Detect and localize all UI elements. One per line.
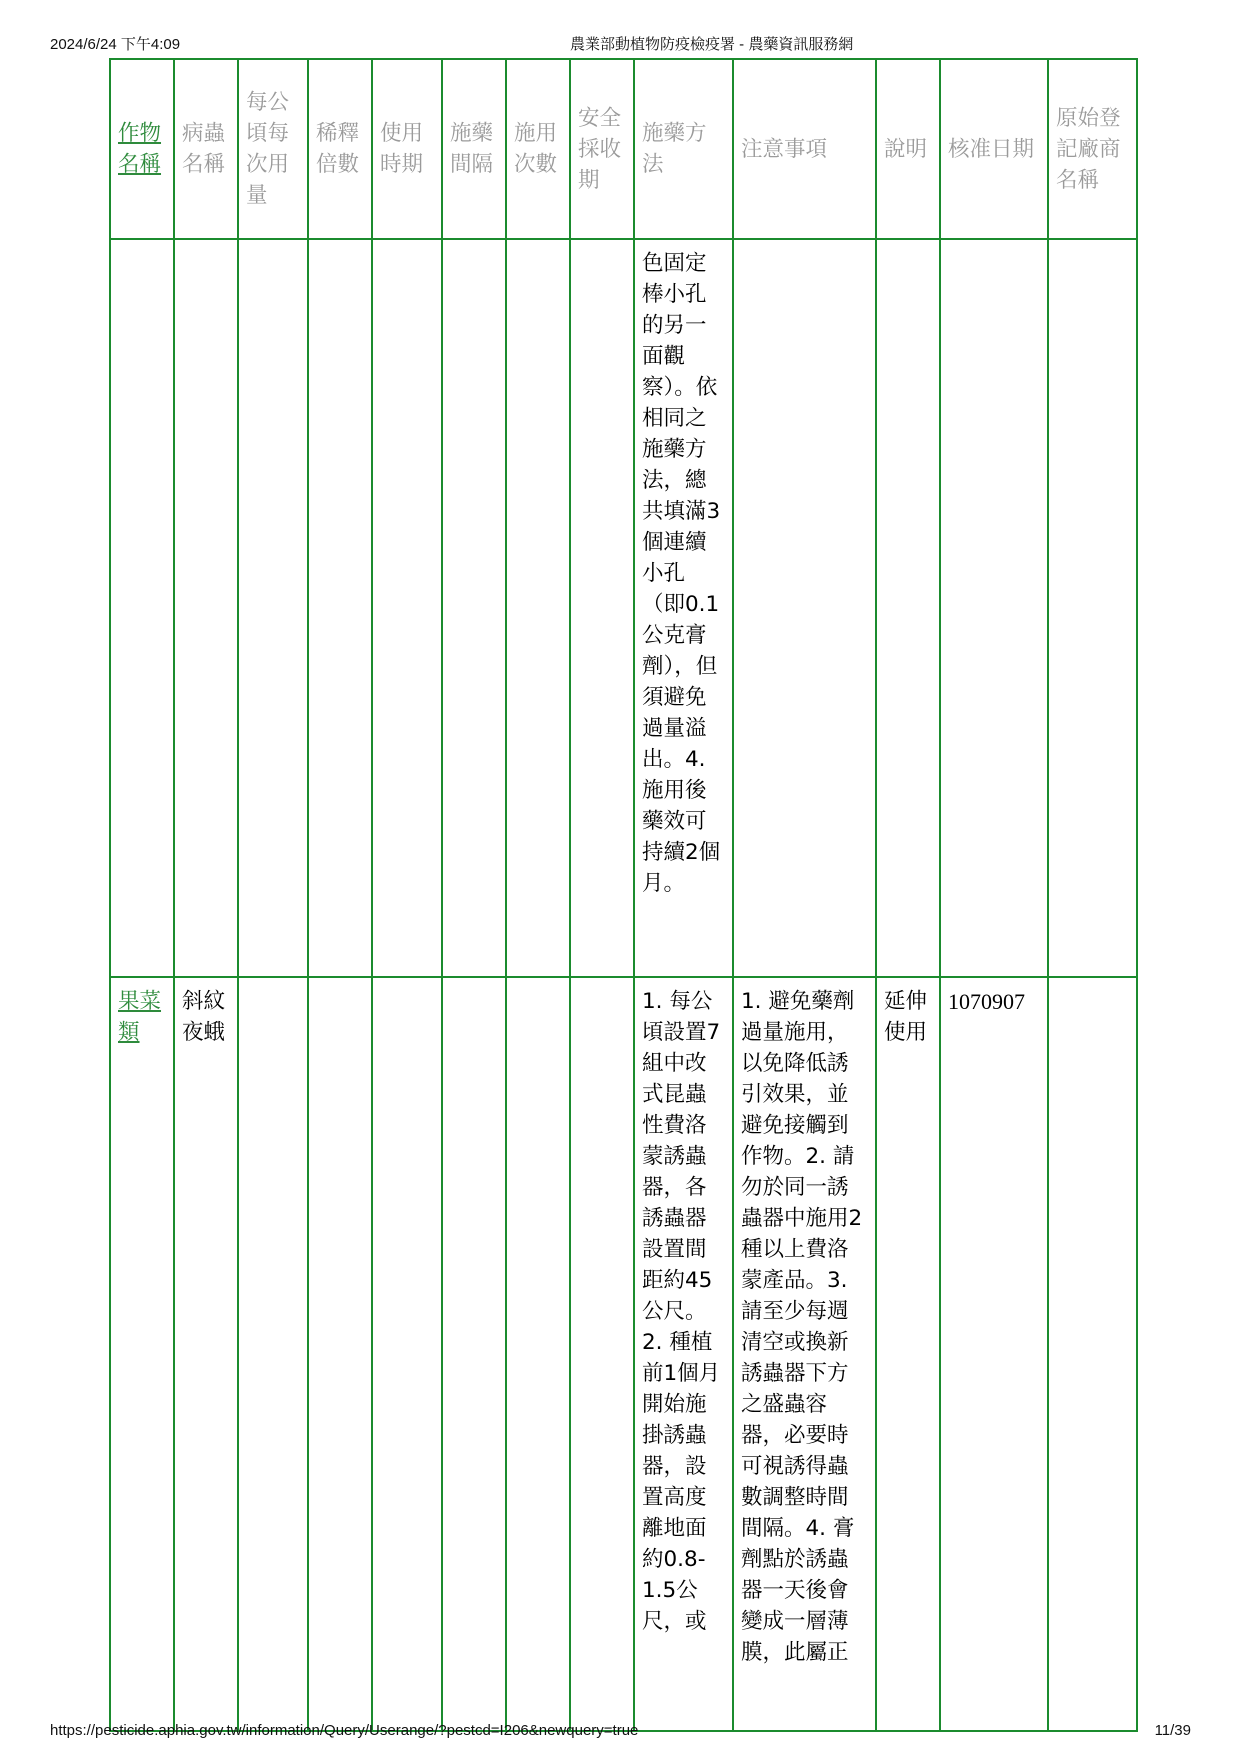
header-interval: 施藥間隔 xyxy=(442,59,506,239)
cell-method: 色固定棒小孔的另一面觀察）。依相同之施藥方法，總共填滿3個連續小孔（即0.1公克膏劑），但須避免過量溢出。4. 施用後藥效可持續2個月。 xyxy=(634,239,733,977)
header-dilution: 稀釋倍數 xyxy=(308,59,372,239)
cell-dose xyxy=(238,977,308,1731)
cell-notes: 1. 避免藥劑過量施用，以免降低誘引效果，並避免接觸到作物。2. 請勿於同一誘蟲器中施用2種以上費洛蒙產品。3. 請至少每週清空或換新誘蟲器下方之盛蟲容器，必要時可視誘得蟲數調整時間間隔。4. 膏劑點於誘蟲器一天後會變成一層薄膜，此屬正 xyxy=(733,977,876,1731)
cell-dilution xyxy=(308,977,372,1731)
cell-registrant xyxy=(1048,239,1137,977)
cell-interval xyxy=(442,239,506,977)
header-pest-name: 病蟲名稱 xyxy=(174,59,238,239)
header-notes: 注意事項 xyxy=(733,59,876,239)
cell-remark xyxy=(876,239,940,977)
print-page-number: 11/39 xyxy=(1154,1722,1191,1739)
table-row xyxy=(110,977,1137,1731)
cell-remark: 延伸使用 xyxy=(876,977,940,1731)
cell-notes xyxy=(733,239,876,977)
cell-approval-date: 1070907 xyxy=(940,977,1048,1731)
usage-table xyxy=(109,58,1138,1732)
print-datetime: 2024/6/24 下午4:09 xyxy=(50,36,181,53)
cell-approval-date xyxy=(940,239,1048,977)
header-crop-name[interactable]: 作物名稱 xyxy=(110,59,174,239)
cell-pest xyxy=(174,239,238,977)
cell-phi xyxy=(570,239,634,977)
header-timing: 使用時期 xyxy=(372,59,442,239)
cell-interval xyxy=(442,977,506,1731)
header-registrant: 原始登記廠商名稱 xyxy=(1048,59,1137,239)
cell-timing xyxy=(372,239,442,977)
header-dose: 每公頃每次用量 xyxy=(238,59,308,239)
header-approval-date: 核准日期 xyxy=(940,59,1048,239)
cell-crop xyxy=(110,239,174,977)
cell-phi xyxy=(570,977,634,1731)
cell-method: 1. 每公頃設置7組中改式昆蟲性費洛蒙誘蟲器，各誘蟲器設置間距約45公尺。2. 種植前1個月開始施掛誘蟲器，設置高度離地面約0.8-1.5公尺，或 xyxy=(634,977,733,1731)
header-times: 施用次數 xyxy=(506,59,570,239)
table-row xyxy=(110,239,1137,977)
header-method: 施藥方法 xyxy=(634,59,733,239)
table-header-row xyxy=(110,59,1137,239)
header-phi: 安全採收期 xyxy=(570,59,634,239)
print-footer xyxy=(50,1722,1191,1742)
cell-crop-link[interactable]: 果菜類 xyxy=(110,977,174,1731)
print-url: https://pesticide.aphia.gov.tw/information/Query/Userange/?pestcd=I206&newquery=true xyxy=(50,1722,639,1739)
cell-times xyxy=(506,239,570,977)
cell-dilution xyxy=(308,239,372,977)
cell-times xyxy=(506,977,570,1731)
cell-dose xyxy=(238,239,308,977)
cell-timing xyxy=(372,977,442,1731)
print-page-title: 農業部動植物防疫檢疫署 - 農藥資訊服務網 xyxy=(570,36,854,53)
cell-registrant xyxy=(1048,977,1137,1731)
header-remark: 說明 xyxy=(876,59,940,239)
print-header xyxy=(50,33,1191,53)
cell-pest: 斜紋夜蛾 xyxy=(174,977,238,1731)
